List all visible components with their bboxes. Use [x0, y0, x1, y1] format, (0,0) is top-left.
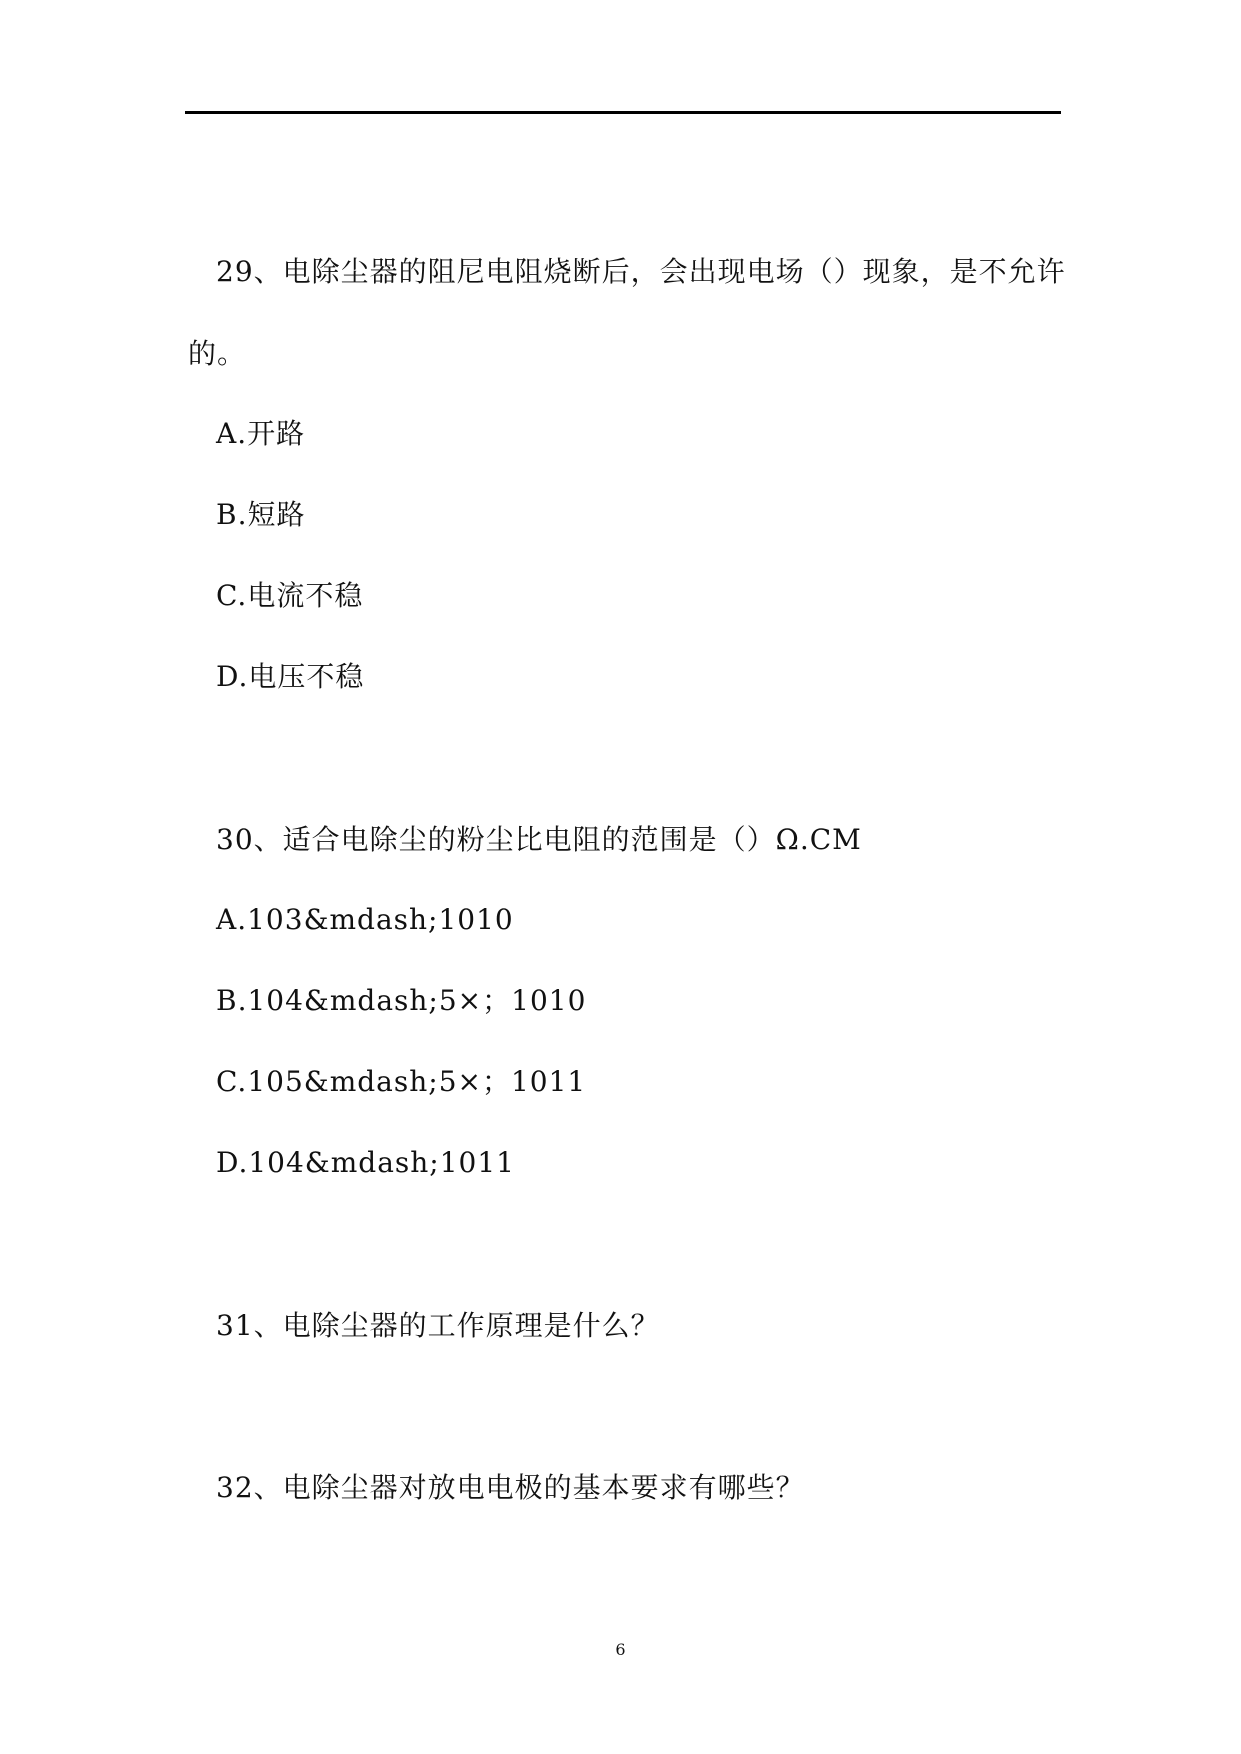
question-30-option-a: A.103&mdash;1010	[216, 903, 514, 936]
question-30-option-d: D.104&mdash;1011	[216, 1146, 515, 1179]
question-29-option-a: A.开路	[216, 417, 306, 450]
question-30-option-b: B.104&mdash;5×；1010	[216, 984, 587, 1017]
question-29-option-c: C.电流不稳	[216, 579, 364, 612]
question-30-stem: 30、适合电除尘的粉尘比电阻的范围是（）Ω.CM	[216, 823, 862, 856]
question-29-stem-line-2: 的。	[188, 337, 247, 370]
question-32-stem: 32、电除尘器对放电电极的基本要求有哪些？	[216, 1471, 805, 1504]
question-29-option-d: D.电压不稳	[216, 660, 365, 693]
question-29-stem-line-1: 29、电除尘器的阻尼电阻烧断后，会出现电场（）现象，是不允许	[216, 255, 1066, 288]
question-30-option-c: C.105&mdash;5×；1011	[216, 1065, 587, 1098]
question-31-stem: 31、电除尘器的工作原理是什么？	[216, 1309, 660, 1342]
header-rule	[185, 111, 1061, 114]
question-29-option-b: B.短路	[216, 498, 306, 531]
page-number: 6	[615, 1640, 626, 1659]
